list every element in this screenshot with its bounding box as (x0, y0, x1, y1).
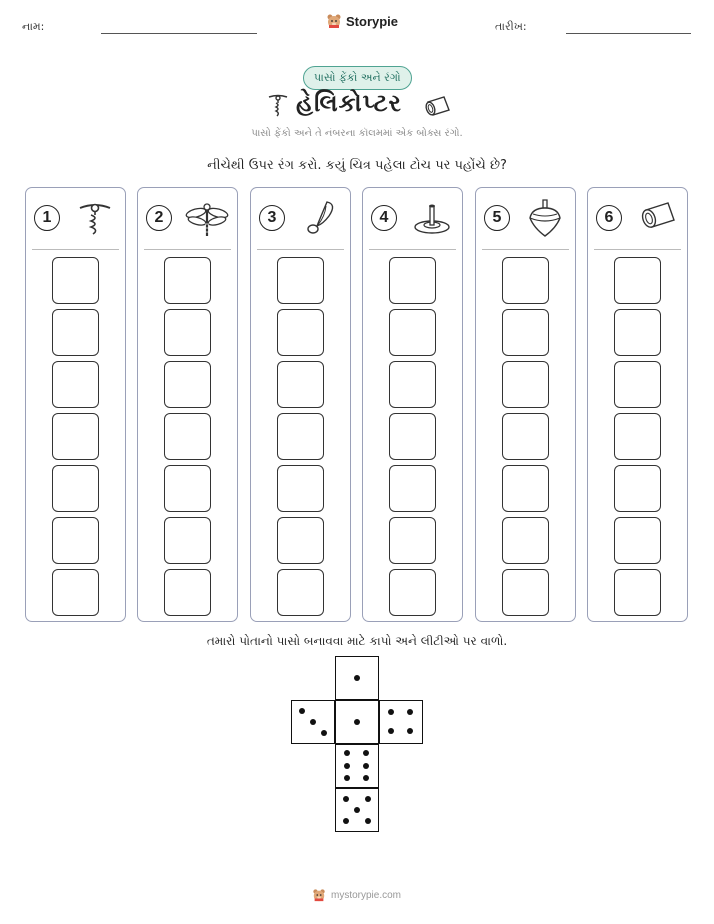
column-divider (482, 249, 569, 250)
color-box[interactable] (277, 465, 324, 512)
column-4 (362, 187, 463, 622)
color-box[interactable] (164, 309, 211, 356)
bear-icon (326, 13, 342, 29)
color-box[interactable] (614, 517, 661, 564)
brand-logo (326, 13, 398, 29)
color-box[interactable] (389, 309, 436, 356)
column-6 (587, 187, 688, 622)
color-box[interactable] (614, 257, 661, 304)
paper-tube-icon (634, 198, 680, 238)
color-box[interactable] (389, 517, 436, 564)
dragonfly-icon (184, 198, 230, 238)
dice-pip (344, 775, 350, 781)
color-box[interactable] (164, 465, 211, 512)
color-box[interactable] (277, 569, 324, 616)
color-box[interactable] (277, 361, 324, 408)
column-number: 1 (34, 205, 60, 231)
dice-face (335, 700, 379, 744)
dice-face (379, 700, 423, 744)
dice-pip (363, 775, 369, 781)
color-box[interactable] (52, 517, 99, 564)
column-divider (369, 249, 456, 250)
color-box[interactable] (502, 569, 549, 616)
dice-face (335, 788, 379, 832)
page-title: હેલિકોપ્ટર (296, 88, 402, 117)
color-box[interactable] (614, 309, 661, 356)
color-box[interactable] (502, 309, 549, 356)
cut-instruction: તમારો પોતાનો પાસો બનાવવા માટે કાપો અને લીટીઓ પર વાળો. (206, 634, 508, 648)
dice-pip (365, 796, 371, 802)
color-box[interactable] (389, 465, 436, 512)
color-box[interactable] (389, 361, 436, 408)
color-box[interactable] (164, 569, 211, 616)
spinning-top-icon (522, 198, 568, 238)
column-divider (257, 249, 344, 250)
color-box[interactable] (389, 569, 436, 616)
color-box[interactable] (52, 309, 99, 356)
color-box[interactable] (614, 413, 661, 460)
column-number: 6 (596, 205, 622, 231)
corkscrew-title-icon (266, 93, 290, 119)
color-box[interactable] (52, 257, 99, 304)
column-divider (144, 249, 231, 250)
dice-pip (354, 807, 360, 813)
color-box[interactable] (52, 413, 99, 460)
footer (312, 888, 401, 902)
column-number: 3 (259, 205, 285, 231)
question-text: નીચેથી ઉપર રંગ કરો. કયું ચિત્ર પહેલા ટોચ પર પહોંચે છે? (207, 158, 507, 173)
color-box[interactable] (614, 569, 661, 616)
column-5 (475, 187, 576, 622)
color-box[interactable] (389, 413, 436, 460)
dice-pip (388, 709, 394, 715)
dice-pip (344, 763, 350, 769)
color-box[interactable] (52, 361, 99, 408)
color-box[interactable] (502, 517, 549, 564)
dice-pip (321, 730, 327, 736)
name-line[interactable] (101, 33, 257, 34)
dice-pip (407, 709, 413, 715)
bear-icon (312, 888, 326, 902)
activity-badge: પાસો ફેંકો અને રંગો (303, 66, 412, 90)
column-2 (137, 187, 238, 622)
dice-pip (354, 719, 360, 725)
color-box[interactable] (502, 361, 549, 408)
dice-pip (344, 750, 350, 756)
dice-pip (343, 796, 349, 802)
dice-pip (310, 719, 316, 725)
corkscrew-icon (72, 198, 118, 238)
color-box[interactable] (502, 465, 549, 512)
color-box[interactable] (502, 257, 549, 304)
dice-pip (354, 675, 360, 681)
brand-name: Storypie (346, 13, 399, 29)
name-label: નામ: (22, 20, 45, 33)
date-line[interactable] (566, 33, 691, 34)
footer-url: mystorypie.com (331, 889, 402, 901)
dice-pip (407, 728, 413, 734)
dice-face (291, 700, 335, 744)
column-number: 2 (146, 205, 172, 231)
dice-pip (299, 708, 305, 714)
color-box[interactable] (614, 465, 661, 512)
column-3 (250, 187, 351, 622)
color-box[interactable] (164, 517, 211, 564)
color-box[interactable] (52, 569, 99, 616)
color-box[interactable] (164, 257, 211, 304)
column-number: 5 (484, 205, 510, 231)
instruction-subtitle: પાસો ફેંકો અને તે નંબરના કૉલમમાં એક બોક્સ રંગો. (251, 128, 463, 139)
color-box[interactable] (502, 413, 549, 460)
color-box[interactable] (614, 361, 661, 408)
color-box[interactable] (164, 361, 211, 408)
color-box[interactable] (52, 465, 99, 512)
color-box[interactable] (277, 517, 324, 564)
dice-pip (363, 763, 369, 769)
dice-face (335, 744, 379, 788)
color-box[interactable] (164, 413, 211, 460)
dice-face (335, 656, 379, 700)
dice-pip (363, 750, 369, 756)
dice-pip (365, 818, 371, 824)
dice-pip (343, 818, 349, 824)
color-box[interactable] (389, 257, 436, 304)
date-label: તારીખ: (495, 20, 527, 33)
column-divider (32, 249, 119, 250)
dice-pip (388, 728, 394, 734)
color-box[interactable] (277, 309, 324, 356)
tube-title-icon (422, 94, 452, 118)
color-box[interactable] (277, 413, 324, 460)
color-box[interactable] (277, 257, 324, 304)
column-number: 4 (371, 205, 397, 231)
spinning-top-flat-icon (409, 198, 455, 238)
column-1 (25, 187, 126, 622)
maple-seed-icon (297, 198, 343, 238)
column-divider (594, 249, 681, 250)
